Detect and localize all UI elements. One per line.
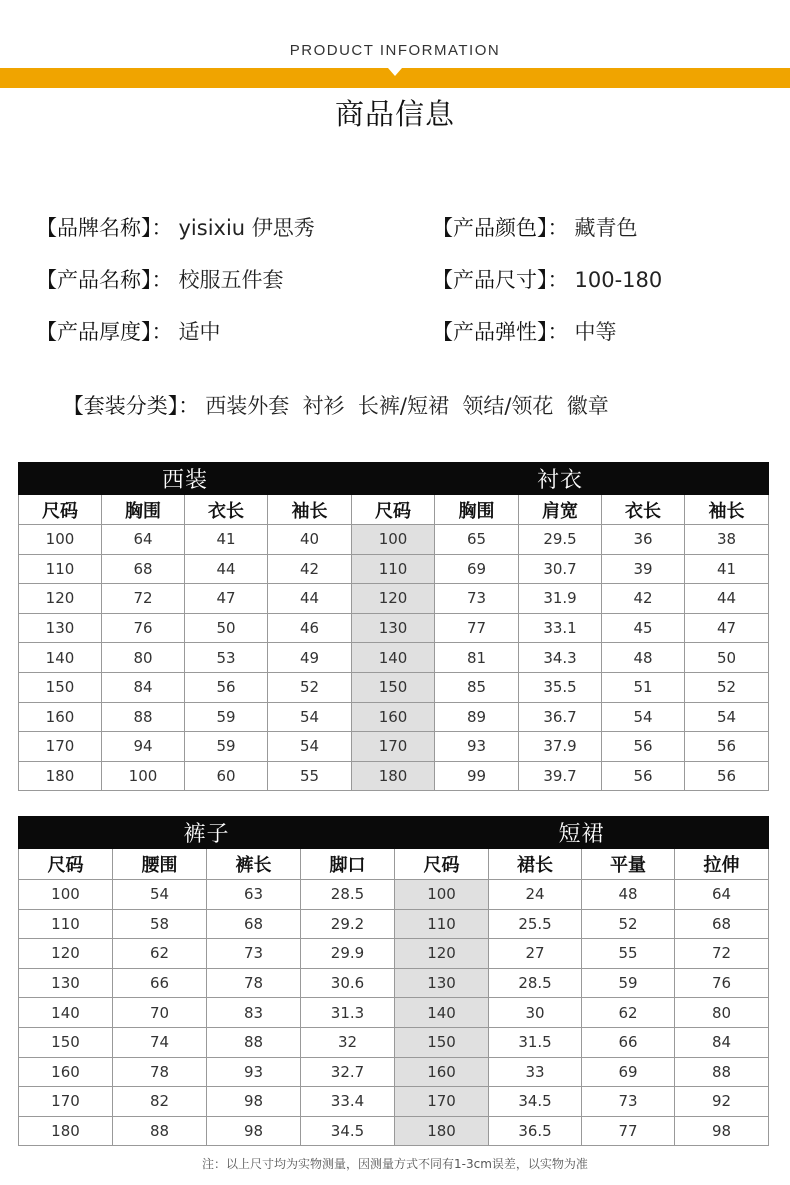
table-cell: 73 (207, 939, 301, 969)
size-cell: 130 (19, 968, 113, 998)
table-row (19, 732, 769, 762)
size-cell: 110 (352, 554, 435, 584)
table-cell: 55 (268, 761, 352, 791)
table-cell: 56 (685, 732, 769, 762)
info-label: 【产品弹性】： (432, 320, 569, 344)
table-cell: 54 (268, 732, 352, 762)
table-cell: 52 (582, 909, 675, 939)
column-header: 尺码 (19, 849, 113, 880)
info-label: 【产品颜色】： (432, 216, 569, 240)
table-cell: 46 (268, 613, 352, 643)
info-set-category (36, 366, 609, 444)
size-cell: 100 (352, 525, 435, 555)
table-cell: 24 (489, 880, 582, 910)
column-header: 脚口 (301, 849, 395, 880)
size-cell: 100 (19, 880, 113, 910)
table-cell: 56 (185, 672, 268, 702)
table-row (19, 761, 769, 791)
table-cell: 59 (582, 968, 675, 998)
info-row-4 (0, 366, 790, 418)
table-cell: 66 (582, 1027, 675, 1057)
info-label: 【产品尺寸】： (432, 268, 569, 292)
table-cell: 56 (602, 732, 685, 762)
size-cell: 150 (19, 1027, 113, 1057)
table-cell: 32 (301, 1027, 395, 1057)
size-cell: 170 (19, 1087, 113, 1117)
size-cell: 150 (352, 672, 435, 702)
column-header: 尺码 (395, 849, 489, 880)
table-row (19, 613, 769, 643)
table-cell: 72 (675, 939, 769, 969)
size-cell: 120 (19, 939, 113, 969)
table-cell: 28.5 (301, 880, 395, 910)
size-table-pants-skirt (18, 816, 769, 1146)
section-title-chinese: 商品信息 (334, 97, 455, 131)
size-cell: 100 (395, 880, 489, 910)
table-cell: 70 (113, 998, 207, 1028)
size-cell: 120 (395, 939, 489, 969)
table-row (19, 880, 769, 910)
table-cell: 76 (102, 613, 185, 643)
table-cell: 64 (102, 525, 185, 555)
size-cell: 140 (19, 998, 113, 1028)
table-cell: 93 (207, 1057, 301, 1087)
table-cell: 28.5 (489, 968, 582, 998)
table-row (19, 998, 769, 1028)
size-cell: 170 (19, 732, 102, 762)
table-cell: 54 (602, 702, 685, 732)
table-cell: 88 (113, 1116, 207, 1146)
table-cell: 69 (582, 1057, 675, 1087)
table-cell: 84 (102, 672, 185, 702)
table-cell: 64 (675, 880, 769, 910)
table-cell: 25.5 (489, 909, 582, 939)
table-cell: 54 (113, 880, 207, 910)
column-header: 胸围 (102, 495, 185, 525)
table-cell: 52 (268, 672, 352, 702)
table-cell: 31.9 (519, 584, 602, 614)
table-cell: 45 (602, 613, 685, 643)
table-cell: 74 (113, 1027, 207, 1057)
table-cell: 92 (675, 1087, 769, 1117)
table-cell: 58 (113, 909, 207, 939)
info-value: 100-180 (574, 268, 663, 292)
table-cell: 62 (113, 939, 207, 969)
size-cell: 120 (352, 584, 435, 614)
table-cell: 85 (435, 672, 519, 702)
info-label: 【产品名称】： (36, 268, 173, 292)
column-header: 衣长 (185, 495, 268, 525)
table-cell: 33.4 (301, 1087, 395, 1117)
table-cell: 44 (268, 584, 352, 614)
table-cell: 30 (489, 998, 582, 1028)
table-title-skirt: 短裙 (395, 817, 769, 849)
column-header: 尺码 (352, 495, 435, 525)
table-cell: 73 (435, 584, 519, 614)
table-row (19, 525, 769, 555)
table-cell: 54 (685, 702, 769, 732)
size-cell: 170 (395, 1087, 489, 1117)
table-cell: 31.3 (301, 998, 395, 1028)
size-cell: 100 (19, 525, 102, 555)
table-row (19, 1087, 769, 1117)
table-title-shirt: 衬衣 (352, 463, 769, 495)
table-cell: 72 (102, 584, 185, 614)
info-color (432, 212, 638, 242)
table-cell: 65 (435, 525, 519, 555)
table-cell: 54 (268, 702, 352, 732)
accent-bar-notch (388, 68, 402, 76)
table-cell: 44 (685, 584, 769, 614)
info-thickness (36, 316, 221, 346)
table-cell: 78 (113, 1057, 207, 1087)
table-cell: 66 (113, 968, 207, 998)
size-cell: 180 (19, 761, 102, 791)
size-cell: 120 (19, 584, 102, 614)
column-header: 袖长 (268, 495, 352, 525)
measurement-note: 注：以上尺寸均为实物测量，因测量方式不同有1-3cm误差，以实物为准 (202, 1157, 588, 1171)
table-row (19, 702, 769, 732)
table-cell: 53 (185, 643, 268, 673)
table-cell: 50 (185, 613, 268, 643)
table-cell: 88 (102, 702, 185, 732)
table-cell: 39.7 (519, 761, 602, 791)
size-cell: 150 (395, 1027, 489, 1057)
table-cell: 34.5 (301, 1116, 395, 1146)
size-cell: 180 (352, 761, 435, 791)
table-cell: 36.7 (519, 702, 602, 732)
table-cell: 42 (268, 554, 352, 584)
table-cell: 94 (102, 732, 185, 762)
table-cell: 80 (102, 643, 185, 673)
info-value: 中等 (574, 320, 617, 344)
table-cell: 47 (185, 584, 268, 614)
table-cell: 93 (435, 732, 519, 762)
column-header: 裤长 (207, 849, 301, 880)
table-row (19, 643, 769, 673)
table-cell: 56 (602, 761, 685, 791)
table-cell: 29.5 (519, 525, 602, 555)
size-cell: 140 (395, 998, 489, 1028)
table-cell: 30.6 (301, 968, 395, 998)
table-cell: 55 (582, 939, 675, 969)
column-header: 尺码 (19, 495, 102, 525)
table-cell: 89 (435, 702, 519, 732)
table-cell: 84 (675, 1027, 769, 1057)
table-cell: 98 (207, 1116, 301, 1146)
info-label: 【产品厚度】： (36, 320, 173, 344)
table-cell: 52 (685, 672, 769, 702)
table-cell: 49 (268, 643, 352, 673)
table-cell: 59 (185, 702, 268, 732)
size-cell: 180 (19, 1116, 113, 1146)
table-row (19, 968, 769, 998)
table-row (19, 672, 769, 702)
table-cell: 42 (602, 584, 685, 614)
size-cell: 170 (352, 732, 435, 762)
column-header: 胸围 (435, 495, 519, 525)
table-cell: 44 (185, 554, 268, 584)
table-cell: 31.5 (489, 1027, 582, 1057)
table-cell: 88 (675, 1057, 769, 1087)
table-cell: 34.3 (519, 643, 602, 673)
table-cell: 77 (582, 1116, 675, 1146)
table-cell: 32.7 (301, 1057, 395, 1087)
table-cell: 98 (207, 1087, 301, 1117)
table-cell: 77 (435, 613, 519, 643)
info-value: 藏青色 (574, 216, 638, 240)
table-cell: 51 (602, 672, 685, 702)
size-cell: 110 (395, 909, 489, 939)
table-cell: 99 (435, 761, 519, 791)
table-row (19, 909, 769, 939)
table-cell: 33 (489, 1057, 582, 1087)
table-cell: 29.9 (301, 939, 395, 969)
info-value: 适中 (178, 320, 221, 344)
info-brand (36, 212, 315, 242)
table-row (19, 584, 769, 614)
table-cell: 83 (207, 998, 301, 1028)
size-cell: 110 (19, 909, 113, 939)
table-cell: 36 (602, 525, 685, 555)
size-cell: 140 (352, 643, 435, 673)
table-cell: 34.5 (489, 1087, 582, 1117)
table-cell: 50 (685, 643, 769, 673)
table-cell: 76 (675, 968, 769, 998)
info-row-2 (0, 264, 790, 294)
column-header: 肩宽 (519, 495, 602, 525)
table-cell: 48 (582, 880, 675, 910)
table-cell: 41 (685, 554, 769, 584)
table-row (19, 939, 769, 969)
info-label: 【套装分类】： (62, 394, 200, 418)
info-product-name (36, 264, 284, 294)
column-header: 腰围 (113, 849, 207, 880)
column-header: 拉伸 (675, 849, 769, 880)
size-cell: 140 (19, 643, 102, 673)
table-cell: 73 (582, 1087, 675, 1117)
info-label: 【品牌名称】： (36, 216, 173, 240)
table-cell: 98 (675, 1116, 769, 1146)
table-cell: 38 (685, 525, 769, 555)
table-cell: 81 (435, 643, 519, 673)
table-cell: 36.5 (489, 1116, 582, 1146)
size-cell: 130 (352, 613, 435, 643)
table-cell: 48 (602, 643, 685, 673)
table-row (19, 1027, 769, 1057)
size-cell: 150 (19, 672, 102, 702)
table-cell: 69 (435, 554, 519, 584)
column-header: 袖长 (685, 495, 769, 525)
table-cell: 82 (113, 1087, 207, 1117)
table-cell: 68 (102, 554, 185, 584)
table-cell: 30.7 (519, 554, 602, 584)
info-row-1 (0, 212, 790, 242)
column-header: 衣长 (602, 495, 685, 525)
table-cell: 40 (268, 525, 352, 555)
size-table-suit-shirt (18, 462, 769, 791)
column-header: 平量 (582, 849, 675, 880)
table-title-pants: 裤子 (19, 817, 395, 849)
size-cell: 110 (19, 554, 102, 584)
table-cell: 56 (685, 761, 769, 791)
info-value: 校服五件套 (178, 268, 284, 292)
column-header: 裙长 (489, 849, 582, 880)
table-row (19, 1057, 769, 1087)
table-cell: 68 (207, 909, 301, 939)
table-cell: 100 (102, 761, 185, 791)
size-cell: 130 (19, 613, 102, 643)
info-value: yisixiu 伊思秀 (178, 216, 315, 240)
table-cell: 29.2 (301, 909, 395, 939)
info-value: 西装外套 衬衫 长裤/短裙 领结/领花 徽章 (205, 394, 609, 418)
table-row (19, 1116, 769, 1146)
size-cell: 180 (395, 1116, 489, 1146)
table-cell: 35.5 (519, 672, 602, 702)
table-cell: 47 (685, 613, 769, 643)
table-cell: 60 (185, 761, 268, 791)
table-cell: 78 (207, 968, 301, 998)
table-cell: 80 (675, 998, 769, 1028)
table-cell: 62 (582, 998, 675, 1028)
size-cell: 130 (395, 968, 489, 998)
table-title-suit: 西装 (19, 463, 352, 495)
table-row (19, 554, 769, 584)
table-cell: 68 (675, 909, 769, 939)
table-cell: 41 (185, 525, 268, 555)
table-cell: 88 (207, 1027, 301, 1057)
size-cell: 160 (19, 1057, 113, 1087)
size-cell: 160 (352, 702, 435, 732)
size-cell: 160 (19, 702, 102, 732)
section-title-english: PRODUCT INFORMATION (289, 42, 501, 59)
table-header-row (19, 495, 769, 525)
info-elasticity (432, 316, 617, 346)
table-cell: 33.1 (519, 613, 602, 643)
table-cell: 37.9 (519, 732, 602, 762)
info-row-3 (0, 316, 790, 346)
info-size (432, 264, 662, 294)
size-cell: 160 (395, 1057, 489, 1087)
table-header-row (19, 849, 769, 880)
table-cell: 63 (207, 880, 301, 910)
table-cell: 39 (602, 554, 685, 584)
table-cell: 27 (489, 939, 582, 969)
table-cell: 59 (185, 732, 268, 762)
